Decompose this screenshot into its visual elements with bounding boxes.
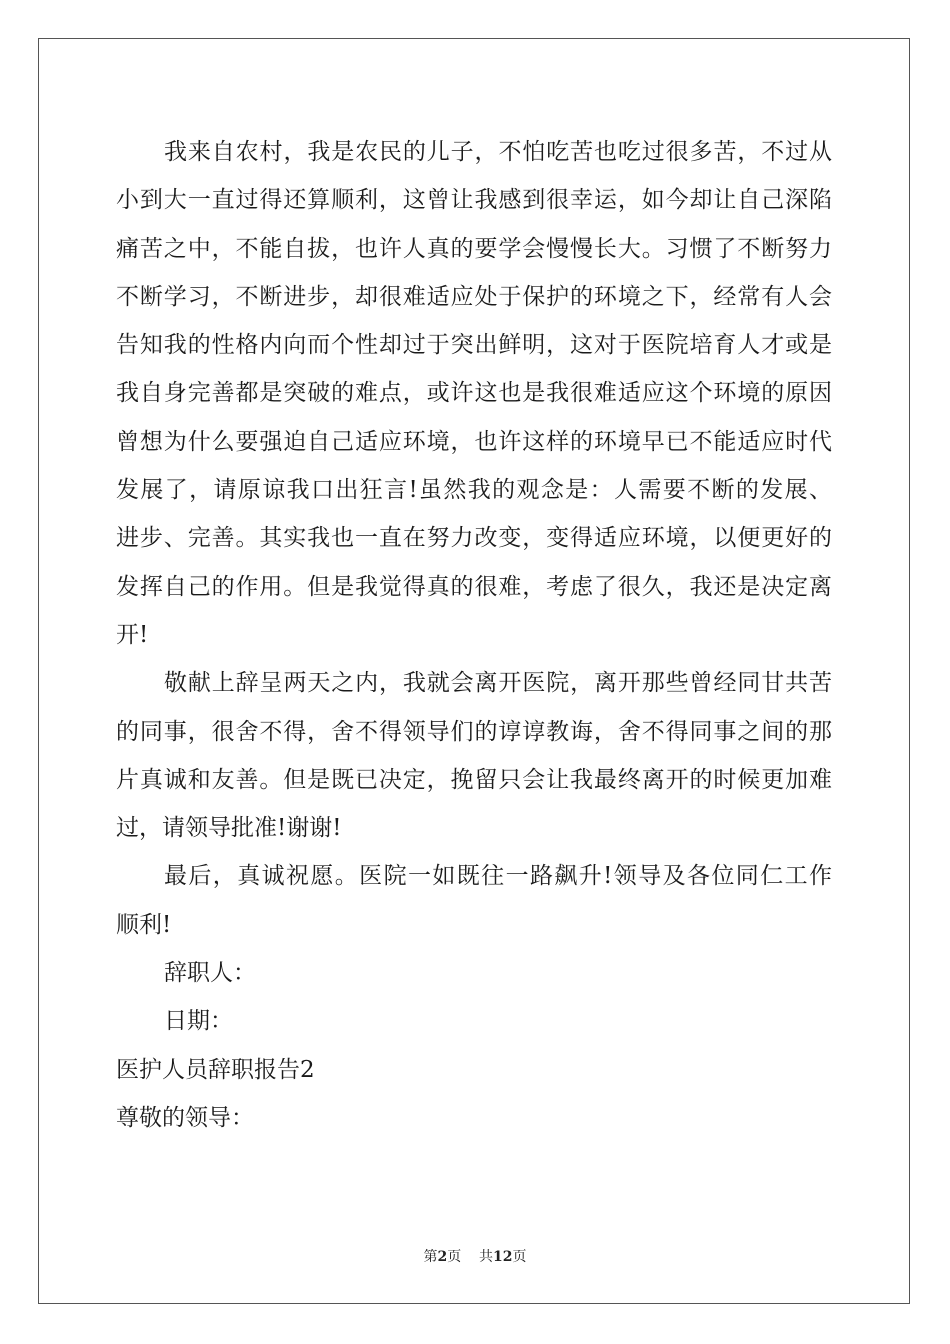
page-number-footer [0, 1246, 950, 1266]
body-line: 顺利! [116, 911, 172, 938]
body-line: 发展了，请原谅我口出狂言!虽然我的观念是：人需要不断的发展、 [116, 477, 832, 504]
body-line: 我来自农村，我是农民的儿子，不怕吃苦也吃过很多苦，不过从 [164, 139, 832, 165]
signer-label: 辞职人： [164, 960, 256, 987]
total-page-number: 12 [493, 1249, 513, 1265]
body-line: 片真诚和友善。但是既已决定，挽留只会让我最终离开的时候更加难 [116, 766, 832, 793]
salutation: 尊敬的领导： [116, 1104, 254, 1131]
footer-prefix: 第 [423, 1249, 438, 1265]
body-line: 不断学习，不断进步，却很难适应处于保护的环境之下，经常有人会 [116, 283, 832, 310]
body-line: 告知我的性格内向而个性却过于突出鲜明，这对于医院培育人才或是 [116, 332, 832, 359]
body-line: 发挥自己的作用。但是我觉得真的很难，考虑了很久，我还是决定离 [116, 573, 832, 600]
section-title: 医护人员辞职报告2 [116, 1056, 315, 1083]
body-line: 开! [116, 621, 149, 648]
current-page-number: 2 [437, 1249, 448, 1265]
body-line: 过，请领导批准!谢谢! [116, 815, 342, 842]
body-line: 小到大一直过得还算顺利，这曾让我感到很幸运，如今却让自己深陷 [116, 187, 832, 214]
document-body [116, 128, 832, 1142]
footer-suffix: 页 [512, 1249, 527, 1265]
body-line: 痛苦之中，不能自拔，也许人真的要学会慢慢长大。习惯了不断努力 [116, 235, 832, 262]
footer-mid: 页 共 [447, 1249, 494, 1265]
date-label: 日期： [164, 1008, 233, 1035]
body-line: 敬献上辞呈两天之内，我就会离开医院，离开那些曾经同甘共苦 [164, 670, 832, 697]
body-line: 的同事，很舍不得，舍不得领导们的谆谆教诲，舍不得同事之间的那 [116, 718, 832, 745]
body-line: 进步、完善。其实我也一直在努力改变，变得适应环境，以便更好的 [116, 525, 832, 552]
body-line: 我自身完善都是突破的难点，或许这也是我很难适应这个环境的原因 [116, 380, 832, 407]
body-line: 曾想为什么要强迫自己适应环境，也许这样的环境早已不能适应时代 [116, 428, 832, 455]
body-line: 最后，真诚祝愿。医院一如既往一路飙升!领导及各位同仁工作 [164, 863, 832, 890]
